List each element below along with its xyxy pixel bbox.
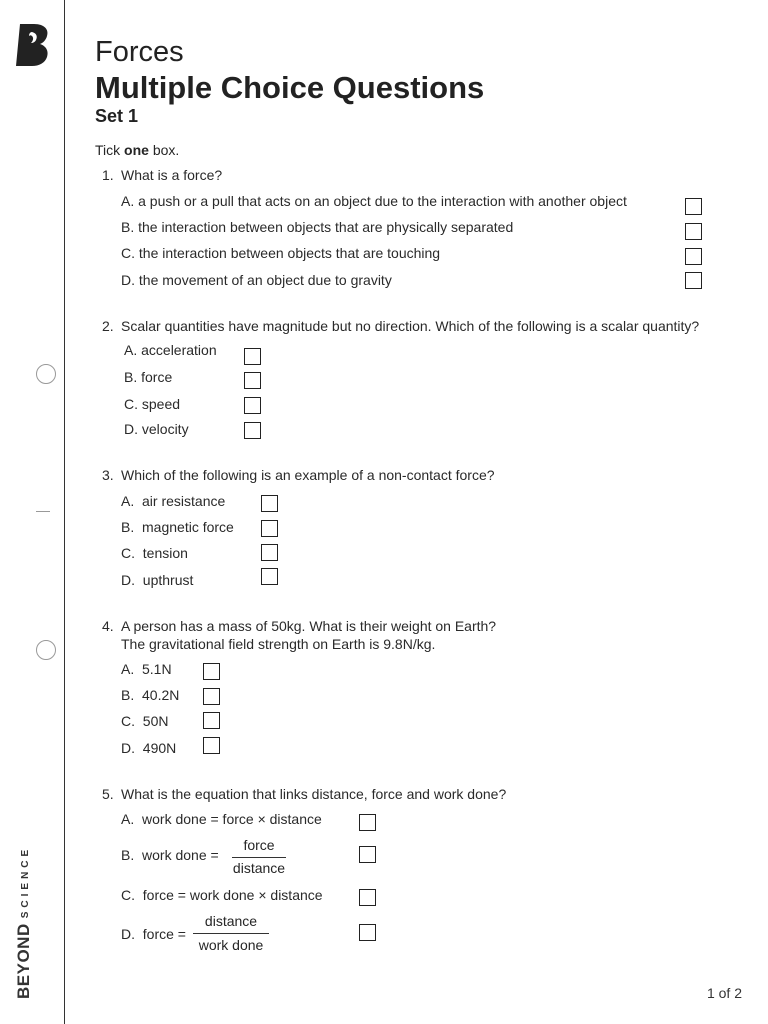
- option-label: B. force: [124, 369, 173, 385]
- fraction-denominator: distance: [232, 860, 286, 876]
- option-label: A. work done = force × distance: [121, 811, 322, 827]
- answer-checkbox[interactable]: [203, 712, 220, 729]
- option-label: D. force =: [121, 926, 186, 942]
- answer-checkbox[interactable]: [359, 889, 376, 906]
- answer-checkbox[interactable]: [261, 520, 278, 537]
- option-label: D. 490N: [121, 740, 177, 756]
- fraction-numerator: force: [243, 837, 275, 853]
- page-number: 1 of 2: [706, 985, 742, 1001]
- answer-checkbox[interactable]: [359, 814, 376, 831]
- question-number: 1.: [102, 167, 114, 183]
- option-label: B. magnetic force: [121, 519, 234, 535]
- answer-checkbox[interactable]: [261, 495, 278, 512]
- beyond-logo-icon: [14, 24, 52, 66]
- brand-word-science: SCIENCE: [20, 845, 31, 919]
- punch-hole: [36, 640, 56, 660]
- fraction-distance-over-work-done: [193, 913, 269, 953]
- option-label: B. work done =: [121, 847, 219, 863]
- question-text: What is a force?: [121, 167, 223, 183]
- answer-checkbox[interactable]: [203, 737, 220, 754]
- instruction-bold: one: [124, 142, 149, 158]
- answer-checkbox[interactable]: [685, 248, 702, 265]
- option-label: B. 40.2N: [121, 687, 180, 703]
- question-number: 2.: [102, 318, 114, 334]
- answer-checkbox[interactable]: [244, 422, 261, 439]
- fraction-force-over-distance: [232, 837, 286, 877]
- answer-checkbox[interactable]: [685, 272, 702, 289]
- fold-mark: [36, 511, 50, 512]
- option-label: C. speed: [124, 396, 181, 412]
- option-label: D. the movement of an object due to gravity: [121, 272, 392, 288]
- answer-checkbox[interactable]: [203, 663, 220, 680]
- instruction: [95, 142, 179, 158]
- set-label: Set 1: [95, 106, 139, 126]
- answer-checkbox[interactable]: [685, 198, 702, 215]
- fraction-denominator: work done: [198, 937, 264, 953]
- answer-checkbox[interactable]: [359, 846, 376, 863]
- page-title: Multiple Choice Questions: [95, 70, 485, 105]
- answer-checkbox[interactable]: [244, 348, 261, 365]
- option-label: A. 5.1N: [121, 661, 172, 677]
- option-label: C. force = work done × distance: [121, 887, 323, 903]
- option-label: C. tension: [121, 545, 188, 561]
- question-text-line2: The gravitational field strength on Earth is 9.8N/kg.: [121, 636, 436, 652]
- question-number: 5.: [102, 786, 114, 802]
- fraction-bar: [193, 933, 269, 934]
- answer-checkbox[interactable]: [244, 372, 261, 389]
- answer-checkbox[interactable]: [261, 568, 278, 585]
- question-text: Scalar quantities have magnitude but no direction. Which of the following is a scalar quantity?: [121, 318, 700, 334]
- question-text: A person has a mass of 50kg. What is their weight on Earth?: [121, 618, 497, 634]
- question-text: Which of the following is an example of a non-contact force?: [121, 467, 495, 483]
- question-number: 3.: [102, 467, 114, 483]
- option-label: D. velocity: [124, 421, 189, 437]
- instruction-text: Tick: [95, 142, 125, 158]
- fraction-bar: [232, 857, 286, 858]
- answer-checkbox[interactable]: [359, 924, 376, 941]
- answer-checkbox[interactable]: [685, 223, 702, 240]
- option-label: A. a push or a pull that acts on an object due to the interaction with another object: [121, 193, 627, 209]
- answer-checkbox[interactable]: [203, 688, 220, 705]
- brand-wordmark: [14, 846, 34, 999]
- page-subject: Forces: [95, 36, 184, 68]
- option-label: C. 50N: [121, 713, 169, 729]
- question-number: 4.: [102, 618, 114, 634]
- question-text: What is the equation that links distance, force and work done?: [121, 786, 507, 802]
- margin-line: [64, 0, 65, 1024]
- punch-hole: [36, 364, 56, 384]
- option-label: A. acceleration: [124, 342, 217, 358]
- option-label: D. upthrust: [121, 572, 194, 588]
- instruction-text: box.: [148, 142, 180, 158]
- fraction-numerator: distance: [204, 913, 258, 929]
- answer-checkbox[interactable]: [261, 544, 278, 561]
- brand-word-beyond: BEYOND: [14, 923, 33, 999]
- answer-checkbox[interactable]: [244, 397, 261, 414]
- option-label: C. the interaction between objects that are touching: [121, 245, 441, 261]
- option-label: A. air resistance: [121, 493, 226, 509]
- option-label: B. the interaction between objects that are physically separated: [121, 219, 514, 235]
